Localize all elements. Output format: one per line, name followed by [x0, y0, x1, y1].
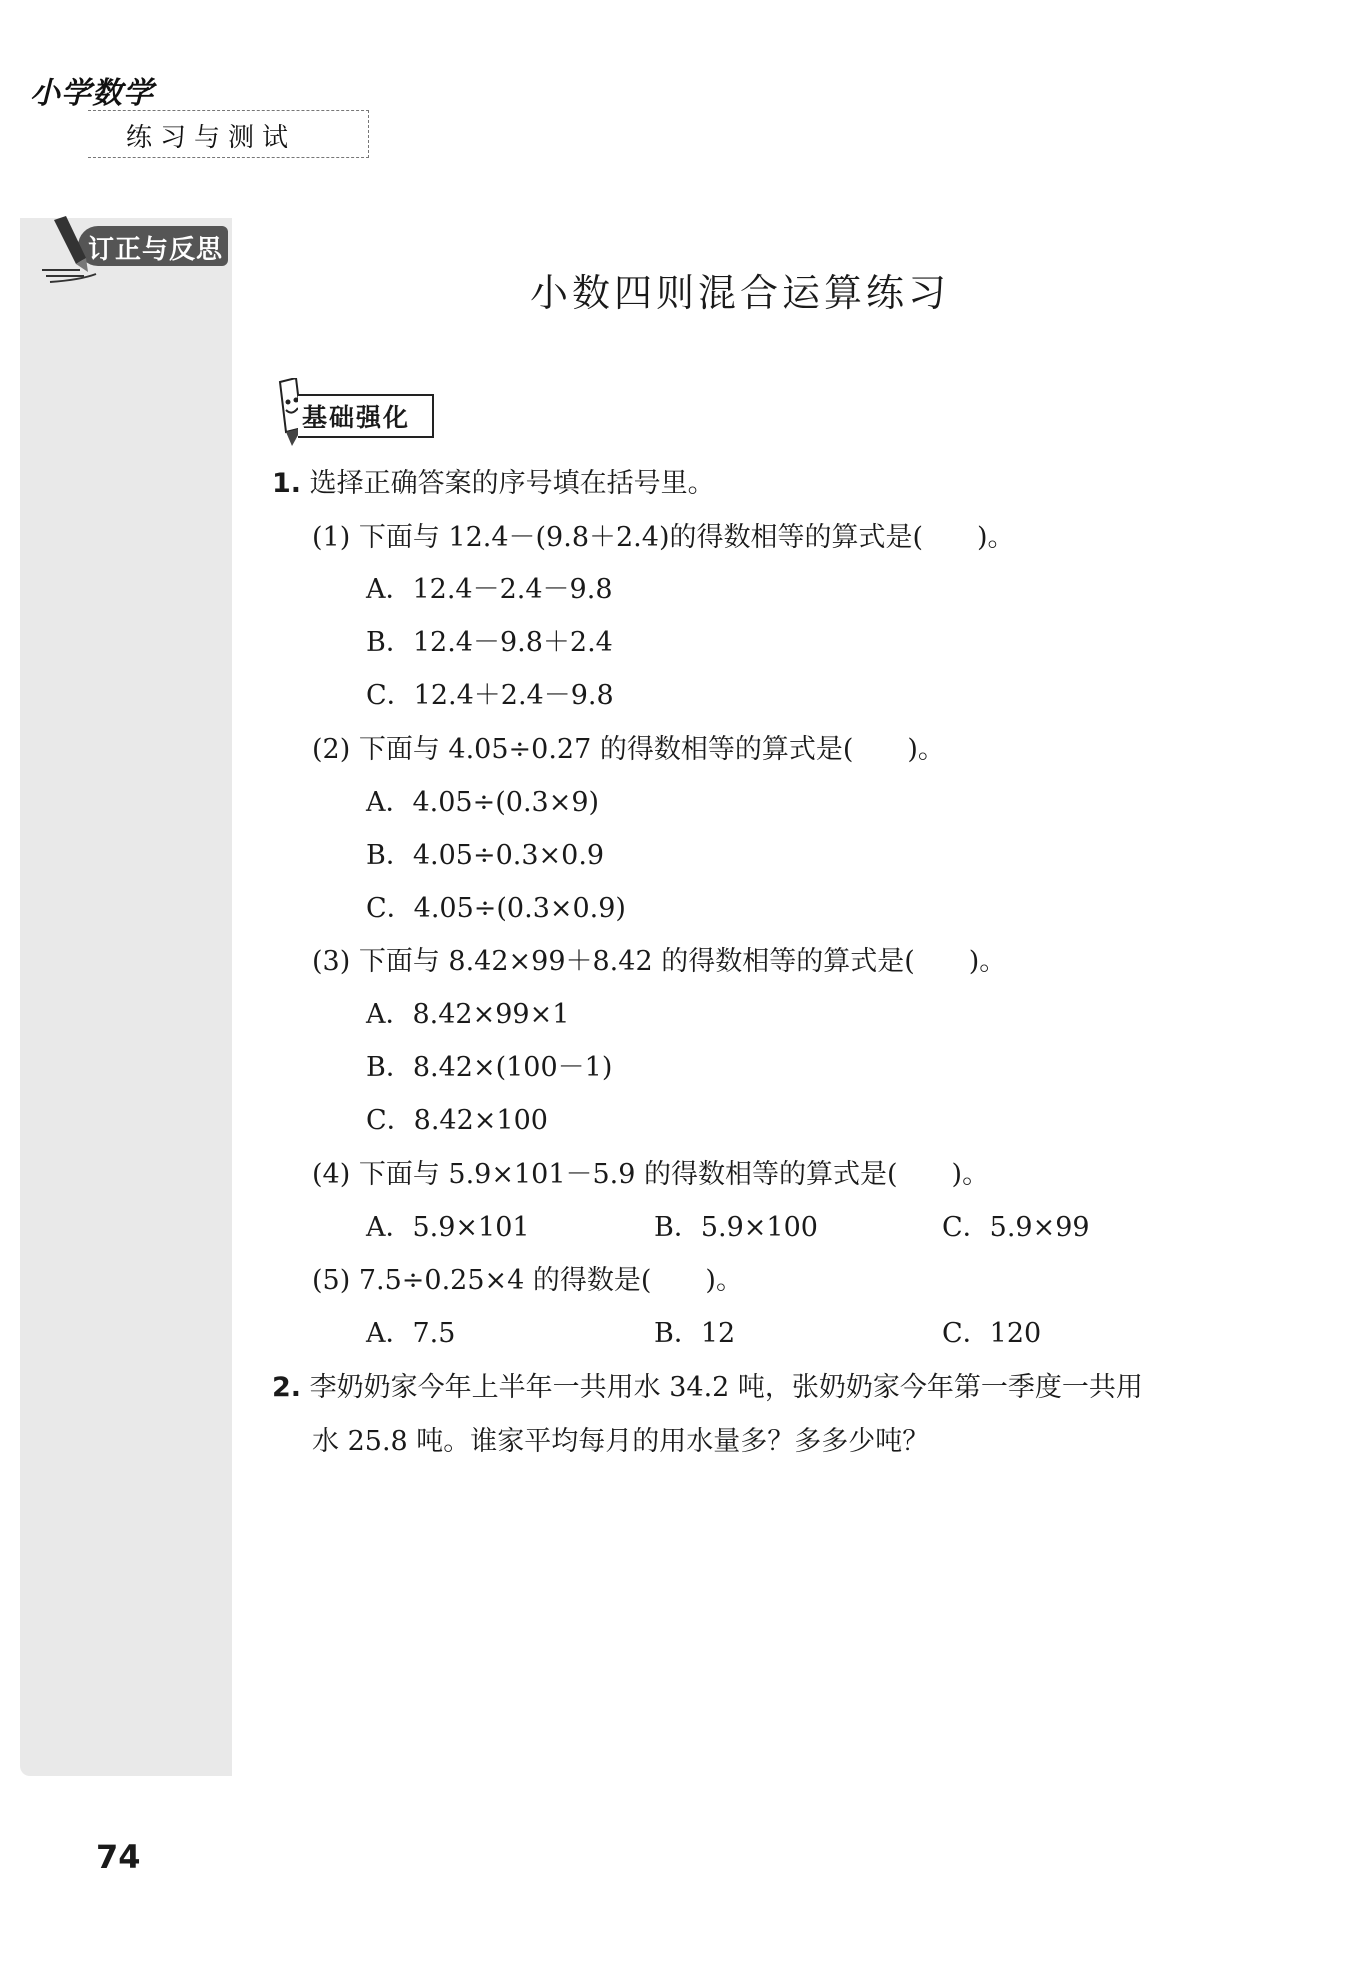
q1-sub1-stem: (1) 下面与 12.4－(9.8＋2.4)的得数相等的算式是( )。 [312, 522, 1015, 553]
q1-sub5-option-c: C．120 [942, 1318, 1042, 1349]
q1-sub4-option-b: B．5.9×100 [654, 1212, 818, 1243]
q1-prompt-line [272, 470, 715, 497]
q1-sub2-option-a: A．4.05÷(0.3×9) [366, 787, 600, 818]
q1-sub5-option-b: B．12 [654, 1318, 736, 1349]
q1-sub5-stem: (5) 7.5÷0.25×4 的得数是( )。 [312, 1265, 743, 1296]
q1-sub4-option-c: C．5.9×99 [942, 1212, 1090, 1243]
q1-sub1-option-b: B．12.4－9.8＋2.4 [366, 627, 613, 658]
q2-line-1 [272, 1374, 1143, 1401]
q1-sub3-option-c: C．8.42×100 [366, 1105, 548, 1136]
q1-sub1-option-a: A．12.4－2.4－9.8 [366, 574, 613, 605]
q2-text-1: 李奶奶家今年上半年一共用水 34.2 吨，张奶奶家今年第一季度一共用 [309, 1372, 1143, 1403]
q1-sub3-stem: (3) 下面与 8.42×99＋8.42 的得数相等的算式是( )。 [312, 946, 1007, 977]
q1-sub3-option-a: A．8.42×99×1 [366, 999, 570, 1030]
book-title: 小学数学 [30, 76, 154, 111]
book-header [30, 68, 297, 153]
q1-sub5-option-a: A．7.5 [366, 1318, 456, 1349]
book-subtitle-box [88, 110, 369, 158]
section-label-box [298, 394, 434, 438]
q1-sub4-stem: (4) 下面与 5.9×101－5.9 的得数相等的算式是( )。 [312, 1159, 990, 1190]
page-number: 74 [96, 1838, 141, 1876]
book-subtitle: 练习与测试 [126, 123, 297, 153]
q1-sub1-option-c: C．12.4＋2.4－9.8 [366, 680, 614, 711]
correction-badge-label: 订正与反思 [88, 235, 224, 265]
section-badge [272, 378, 452, 448]
page-title: 小数四则混合运算练习 [529, 271, 950, 315]
q1-sub2-option-c: C．4.05÷(0.3×0.9) [366, 893, 626, 924]
section-label: 基础强化 [302, 403, 411, 432]
q1-prompt: 选择正确答案的序号填在括号里。 [309, 468, 715, 499]
q2-text-2: 水 25.8 吨。谁家平均每月的用水量多？多多少吨？ [312, 1426, 930, 1457]
correction-sidebar [20, 218, 232, 1776]
q1-number: 1. [272, 468, 302, 499]
q1-sub2-stem: (2) 下面与 4.05÷0.27 的得数相等的算式是( )。 [312, 734, 945, 765]
q1-sub2-option-b: B．4.05÷0.3×0.9 [366, 840, 605, 871]
q1-sub4-option-a: A．5.9×101 [366, 1212, 530, 1243]
q2-number: 2. [272, 1372, 302, 1403]
q1-sub3-option-b: B．8.42×(100－1) [366, 1052, 613, 1083]
